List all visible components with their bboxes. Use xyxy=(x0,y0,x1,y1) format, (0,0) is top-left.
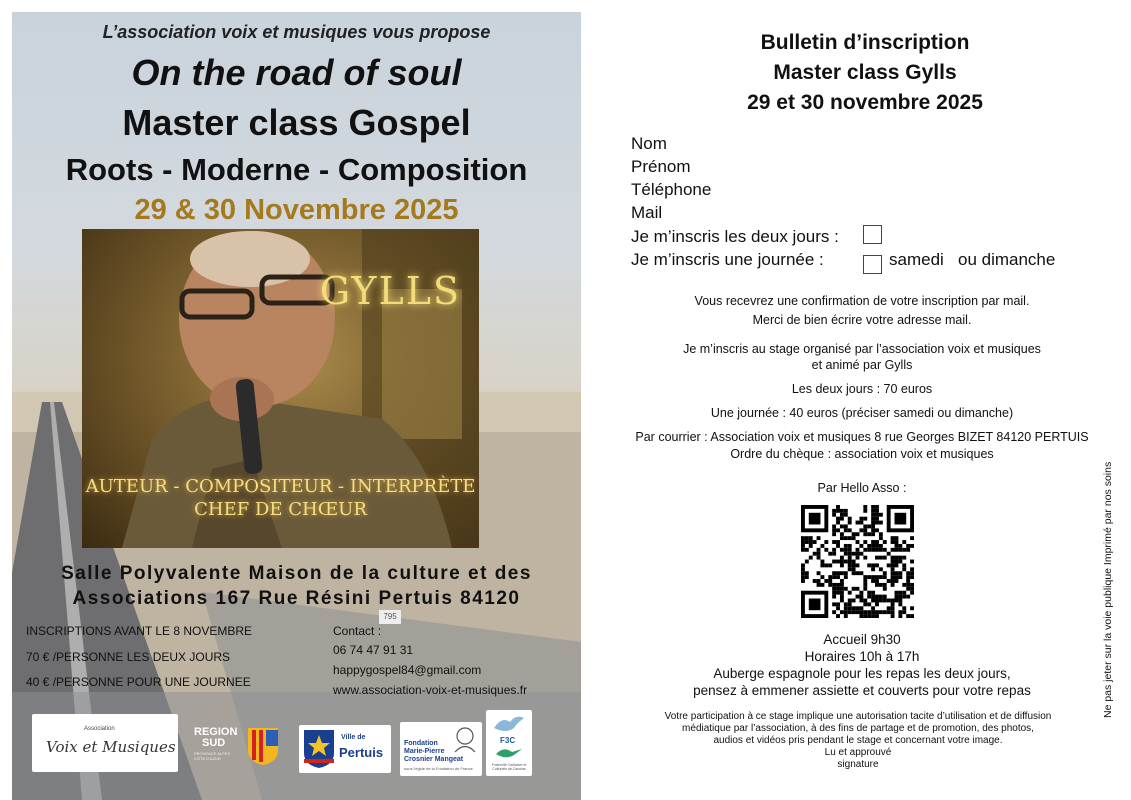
music-styles: Roots - Moderne - Composition xyxy=(65,152,528,187)
lunch-line1: Auberge espagnole pour les repas les deux jours, xyxy=(713,666,1011,681)
hours: Horaires 10h à 17h xyxy=(804,649,920,664)
road-sign-795: 795 xyxy=(379,610,401,624)
event-title: On the road of soul xyxy=(131,52,462,93)
option-samedi: samedi xyxy=(889,250,944,269)
logo-ville-label: Ville de xyxy=(341,734,366,741)
form-title-line2: Master class Gylls xyxy=(773,61,957,84)
one-day-label: Je m’inscris une journée : xyxy=(631,250,824,269)
logo-f3c xyxy=(486,710,532,776)
welcome-time: Accueil 9h30 xyxy=(823,632,901,647)
field-telephone: Téléphone xyxy=(631,180,712,199)
hummingbird-icon xyxy=(494,746,524,760)
consent-line2: médiatique par l’association, à des fins de partage et de promotion, des photos, xyxy=(682,723,1034,734)
contact-phone: 06 74 47 91 31 xyxy=(333,643,414,657)
artist-photo xyxy=(82,229,479,548)
logo-ville-name: Pertuis xyxy=(339,745,384,760)
artist-name: GYLLS xyxy=(319,269,461,313)
logo-fondation-crosnier-mangeat xyxy=(400,722,482,776)
both-days-checkbox[interactable] xyxy=(863,225,882,244)
logo-region-small: PROVENCE ALPES CÔTE D'AZUR xyxy=(194,751,231,761)
organizer-line2: et animé par Gylls xyxy=(811,358,913,372)
confirmation-line2: Merci de bien écrire votre adresse mail. xyxy=(752,313,972,327)
option-dimanche: ou dimanche xyxy=(958,250,1056,269)
dove-icon xyxy=(492,714,526,736)
venue-line2: Associations 167 Rue Résini Pertuis 84120 xyxy=(72,588,521,609)
field-mail: Mail xyxy=(631,203,663,222)
logo-association-voix-et-musiques xyxy=(32,714,178,772)
logo-region-line1: REGION xyxy=(194,726,238,738)
form-title-line3: 29 et 30 novembre 2025 xyxy=(747,91,983,114)
helloasso-qr-code[interactable] xyxy=(801,505,914,618)
read-approved: Lu et approuvé xyxy=(824,747,892,758)
cheque-order: Ordre du chèque : association voix et musiques xyxy=(730,447,994,461)
price-one-day-form: Une journée : 40 euros (préciser samedi ou dimanche) xyxy=(710,406,1014,420)
event-subtitle: Master class Gospel xyxy=(122,102,471,143)
logo-region-line2: SUD xyxy=(202,737,226,749)
logo-association-name: Voix et Musiques xyxy=(46,738,176,756)
logo-fondation-line2: Marie-Pierre xyxy=(404,748,445,755)
registration-deadline: INSCRIPTIONS AVANT LE 8 NOVEMBRE xyxy=(26,624,253,638)
vertical-notice: Ne pas jeter sur la voie publique Imprimé par nos soins xyxy=(1102,461,1114,718)
logo-association-prefix: Association xyxy=(84,726,115,732)
artist-roles-line1: AUTEUR - COMPOSITEUR - INTERPRÈTE xyxy=(85,476,476,497)
mail-address: Par courrier : Association voix et musiques 8 rue Georges BIZET 84120 PERTUIS xyxy=(635,430,1089,444)
signature-label: signature xyxy=(837,759,879,770)
one-day-checkbox[interactable] xyxy=(863,255,882,274)
logo-f3c-name: F3C xyxy=(500,736,516,745)
organizer-line1: Je m’inscris au stage organisé par l’association voix et musiques xyxy=(683,342,1041,356)
venue-line1: Salle Polyvalente Maison de la culture et des xyxy=(61,563,532,584)
intro-text: L’association voix et musiques vous propose xyxy=(102,22,491,42)
consent-line3: audios et vidéos pris pendant le stage et concernant votre image. xyxy=(713,735,1003,746)
logo-ville-de-pertuis xyxy=(299,725,391,773)
field-prenom: Prénom xyxy=(631,157,691,176)
logo-region-sud xyxy=(194,724,284,772)
contact-website: www.association-voix-et-musiques.fr xyxy=(333,683,528,697)
fondation-portrait-icon xyxy=(452,725,478,753)
field-nom: Nom xyxy=(631,134,667,153)
lunch-line2: pensez à emmener assiette et couverts pour votre repas xyxy=(693,683,1031,698)
pertuis-shield-icon xyxy=(303,729,335,769)
event-dates: 29 & 30 Novembre 2025 xyxy=(134,194,459,226)
logo-f3c-small: Fraternité Caritative et Culturelle de Canolas xyxy=(491,763,527,771)
helloasso-label: Par Hello Asso : xyxy=(817,481,907,495)
confirmation-line1: Vous recevrez une confirmation de votre inscription par mail. xyxy=(694,294,1030,308)
logo-fondation-line3: Crosnier Mangeat xyxy=(404,756,464,763)
price-one-day: 40 € /PERSONNE POUR UNE JOURNEE xyxy=(26,675,251,689)
price-two-days: 70 € /PERSONNE LES DEUX JOURS xyxy=(26,650,231,664)
both-days-label: Je m’inscris les deux jours : xyxy=(631,227,839,246)
event-poster xyxy=(12,12,581,800)
form-title-line1: Bulletin d’inscription xyxy=(760,31,970,54)
contact-label: Contact : xyxy=(333,624,382,638)
contact-email: happygospel84@gmail.com xyxy=(333,663,482,677)
region-coat-of-arms-icon xyxy=(246,726,280,766)
artist-roles-line2: CHEF DE CHŒUR xyxy=(194,499,367,520)
consent-line1: Votre participation à ce stage implique une autorisation tacite d’utilisation et de diffusion xyxy=(664,711,1052,722)
logo-fondation-line1: Fondation xyxy=(404,740,438,747)
logo-fondation-small: sous l'égide de la Fondation de France xyxy=(404,766,473,771)
price-both-days: Les deux jours : 70 euros xyxy=(791,382,933,396)
